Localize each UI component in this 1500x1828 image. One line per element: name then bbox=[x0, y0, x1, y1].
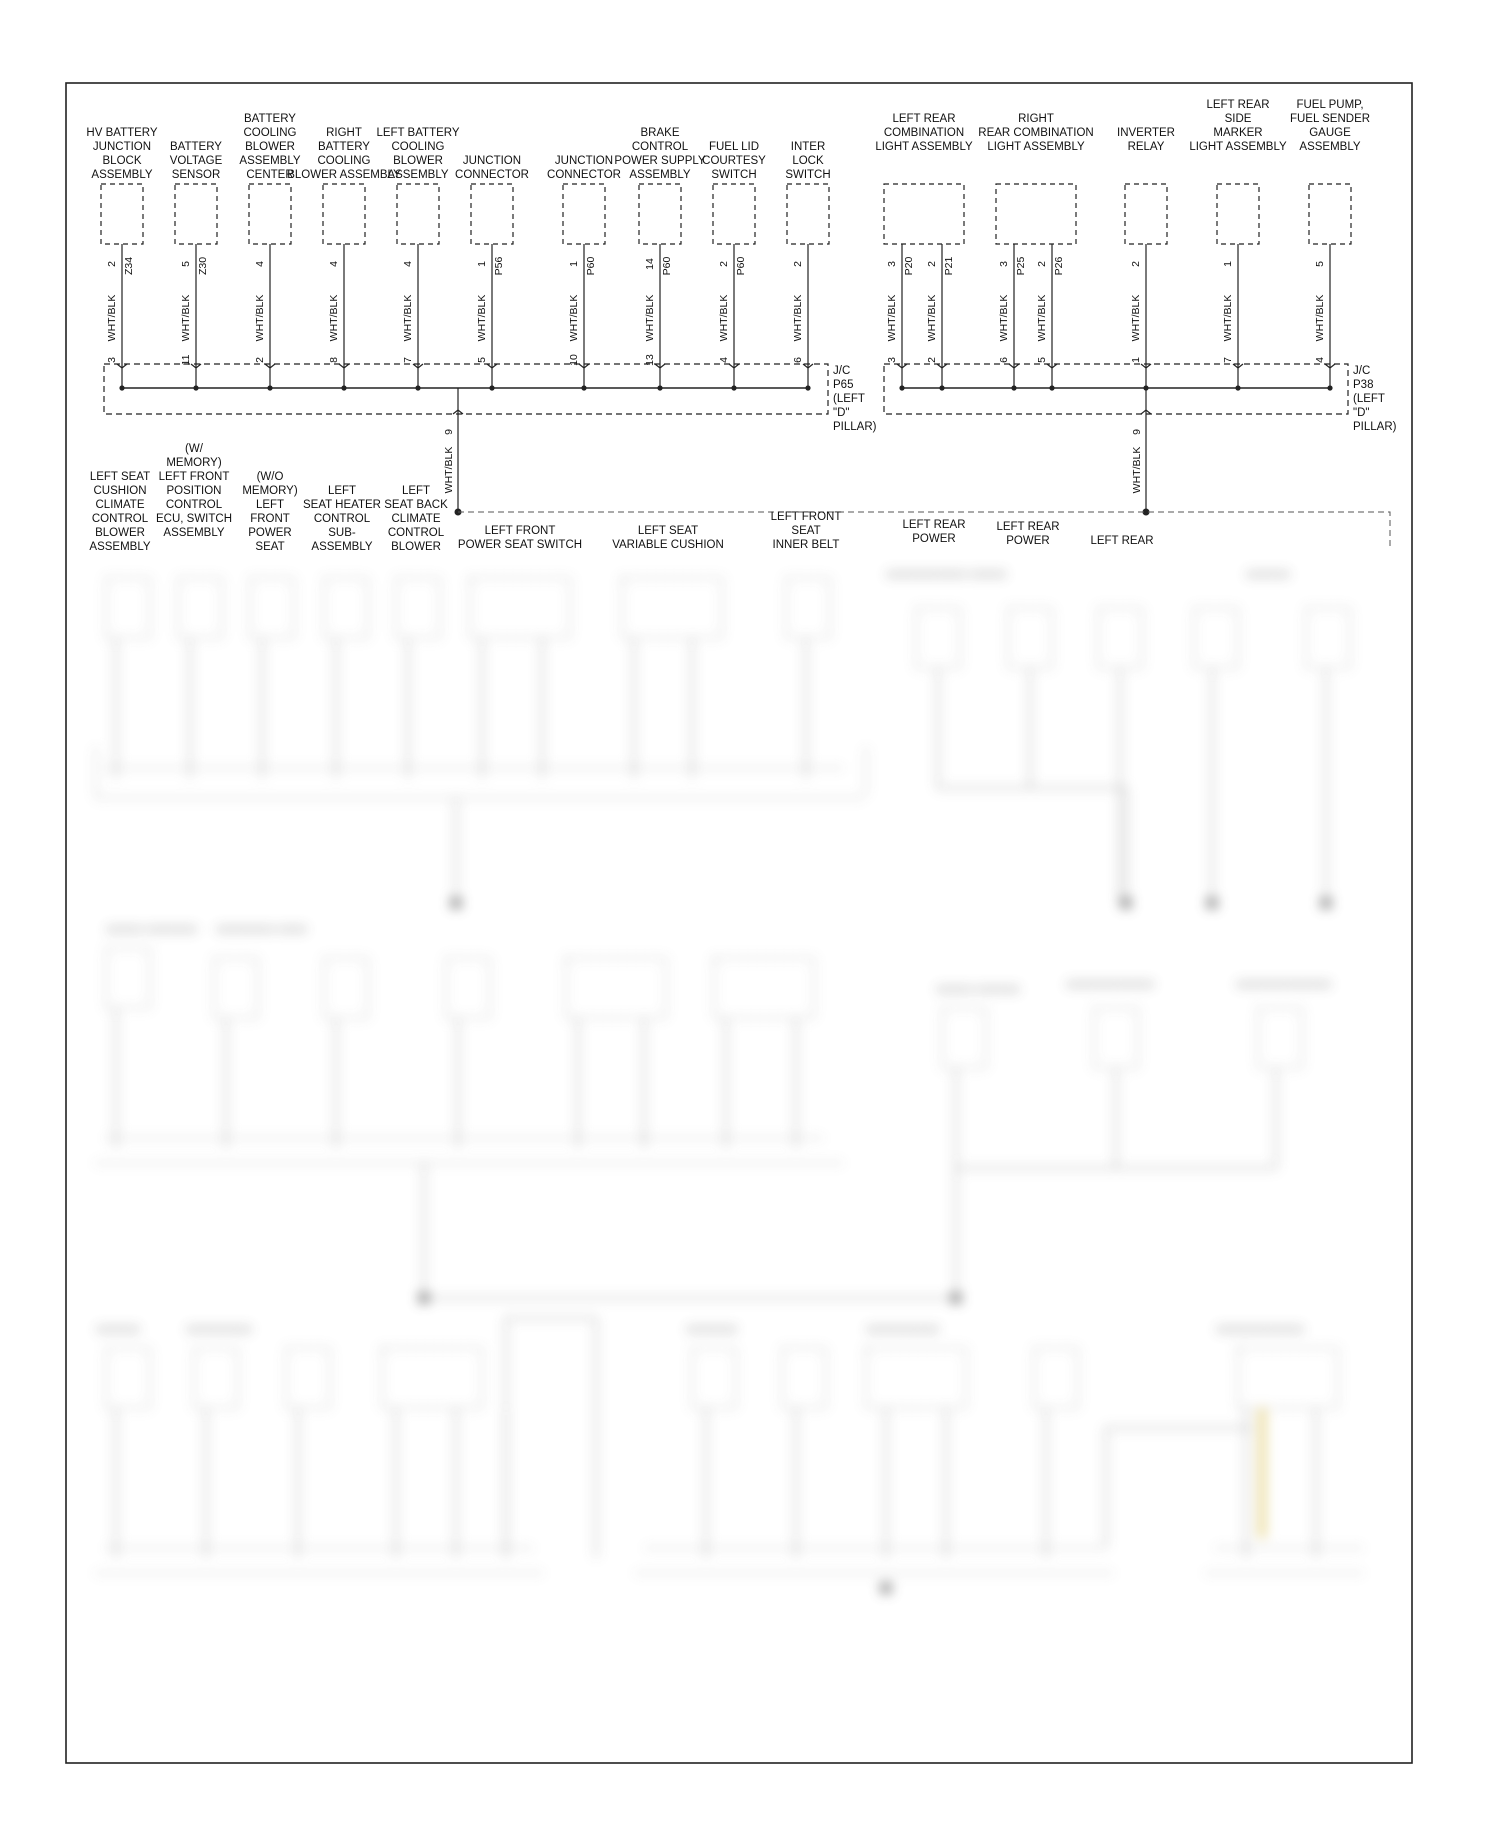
component-label: POWER SUPPLY bbox=[614, 155, 706, 167]
component-label: LIGHT ASSEMBLY bbox=[987, 141, 1085, 153]
component-label: FRONT bbox=[250, 513, 290, 525]
component-label: INTER bbox=[790, 141, 826, 153]
component-label: CONNECTOR bbox=[455, 169, 529, 181]
pin-number: 2 bbox=[926, 261, 938, 267]
jc-label: P38 bbox=[1353, 379, 1374, 391]
connector-code: Z30 bbox=[197, 256, 209, 276]
pin-number: 4 bbox=[402, 261, 414, 267]
pin-number: 2 bbox=[1130, 261, 1142, 267]
pin-number: 3 bbox=[886, 261, 898, 267]
component-label: JUNCTION bbox=[92, 141, 152, 153]
component-box bbox=[1217, 184, 1259, 244]
component-label: ASSEMBLY bbox=[163, 527, 225, 539]
component-label: LEFT FRONT bbox=[770, 511, 842, 523]
pin-number: 3 bbox=[998, 261, 1010, 267]
component-label: CENTER bbox=[246, 169, 294, 181]
jc-pin-number: 2 bbox=[926, 357, 938, 363]
component-label: SWITCH bbox=[785, 169, 831, 181]
svg-text:XXXXXXXXXX: XXXXXXXXXX bbox=[866, 1324, 940, 1336]
jc-pin-number: 4 bbox=[718, 357, 730, 363]
component-label: SUB- bbox=[328, 527, 356, 539]
component-label: SEAT BACK bbox=[384, 499, 448, 511]
component-label: LEFT REAR bbox=[1206, 99, 1270, 111]
jc-label: (LEFT bbox=[833, 393, 865, 405]
connector-code: P20 bbox=[903, 256, 915, 276]
connector-code: Z34 bbox=[123, 256, 135, 276]
svg-text:XXXXXX: XXXXXX bbox=[1246, 569, 1291, 581]
jc-pin-number: 10 bbox=[568, 354, 580, 366]
svg-text:XXXXXXXXXXX XXXXX: XXXXXXXXXXX XXXXX bbox=[886, 569, 1007, 581]
jc-label: "D" bbox=[1353, 407, 1370, 419]
blurred-lower-diagram bbox=[66, 548, 1412, 1764]
component-box bbox=[397, 184, 439, 244]
connector-code: P60 bbox=[735, 256, 747, 276]
component-box bbox=[996, 184, 1076, 244]
svg-text:XXXXXXXXXXXXX: XXXXXXXXXXXXX bbox=[1236, 979, 1332, 991]
wire-color: WHT/BLK bbox=[886, 294, 898, 342]
component-label: LEFT REAR bbox=[1090, 535, 1154, 547]
component-label: LEFT FRONT bbox=[158, 471, 230, 483]
component-label: LIGHT ASSEMBLY bbox=[875, 141, 973, 153]
pin-number: 2 bbox=[1036, 261, 1048, 267]
component-label: RIGHT bbox=[1018, 113, 1054, 125]
component-label: LEFT BATTERY bbox=[376, 127, 460, 139]
pin-number: 1 bbox=[1222, 261, 1234, 267]
wire-color: WHT/BLK bbox=[476, 294, 488, 342]
component-label: LEFT REAR bbox=[892, 113, 956, 125]
component-label: COURTESY bbox=[702, 155, 766, 167]
component-box bbox=[471, 184, 513, 244]
component-box bbox=[1309, 184, 1351, 244]
component-label: (W/ bbox=[185, 443, 203, 455]
wire-color: WHT/BLK bbox=[443, 446, 455, 494]
wire-color: WHT/BLK bbox=[106, 294, 118, 342]
component-box bbox=[323, 184, 365, 244]
wire-color: WHT/BLK bbox=[254, 294, 266, 342]
jc-pin-number: 5 bbox=[1036, 357, 1048, 363]
svg-text:XXXXXXXXXXXX: XXXXXXXXXXXX bbox=[1066, 979, 1155, 991]
wire-color: WHT/BLK bbox=[718, 294, 730, 342]
component-label: COMBINATION bbox=[883, 127, 965, 139]
component-label: LEFT bbox=[255, 499, 285, 511]
jc-pin-number: 2 bbox=[254, 357, 266, 363]
component-label: REAR COMBINATION bbox=[978, 127, 1094, 139]
component-label: ASSEMBLY bbox=[629, 169, 691, 181]
jc-label: "D" bbox=[833, 407, 850, 419]
component-label: RELAY bbox=[1127, 141, 1165, 153]
component-label: MARKER bbox=[1213, 127, 1263, 139]
jc-pin-number: 8 bbox=[328, 357, 340, 363]
component-box bbox=[787, 184, 829, 244]
jc-pin-number: 7 bbox=[1222, 357, 1234, 363]
component-box bbox=[563, 184, 605, 244]
connector-code: P60 bbox=[661, 256, 673, 276]
component-box bbox=[101, 184, 143, 244]
component-label: BLOWER bbox=[95, 527, 145, 539]
component-label: HV BATTERY bbox=[86, 127, 158, 139]
connector-code: P60 bbox=[585, 256, 597, 276]
wire-color: WHT/BLK bbox=[1131, 446, 1143, 494]
component-label: BATTERY bbox=[244, 113, 296, 125]
component-label: LEFT SEAT bbox=[637, 525, 699, 537]
component-label: FUEL SENDER bbox=[1289, 113, 1371, 125]
wire-color: WHT/BLK bbox=[1314, 294, 1326, 342]
component-label: LEFT bbox=[327, 485, 357, 497]
jc-pin-number: 7 bbox=[402, 357, 414, 363]
connector-code: P21 bbox=[943, 256, 955, 276]
component-label: CONTROL bbox=[387, 527, 445, 539]
connector-code: P26 bbox=[1053, 256, 1065, 276]
wire-color: WHT/BLK bbox=[644, 294, 656, 342]
wire-color: WHT/BLK bbox=[328, 294, 340, 342]
pin-number: 5 bbox=[1314, 261, 1326, 267]
component-label: INVERTER bbox=[1117, 127, 1175, 139]
component-label: GAUGE bbox=[1309, 127, 1351, 139]
svg-text:XXXXXX: XXXXXX bbox=[96, 1324, 141, 1336]
component-label: FUEL PUMP, bbox=[1296, 99, 1364, 111]
jc-output-pin: 9 bbox=[1131, 429, 1143, 435]
component-label: INNER BELT bbox=[772, 539, 840, 551]
wire-color: WHT/BLK bbox=[402, 294, 414, 342]
jc-label: P65 bbox=[833, 379, 854, 391]
component-label: CONTROL bbox=[313, 513, 371, 525]
svg-text:XXXXXXXX XXXX: XXXXXXXX XXXX bbox=[216, 924, 308, 936]
component-label: JUNCTION bbox=[554, 155, 614, 167]
component-box bbox=[1125, 184, 1167, 244]
jc-pin-number: 11 bbox=[180, 354, 192, 366]
jc-pin-number: 6 bbox=[998, 357, 1010, 363]
component-box bbox=[639, 184, 681, 244]
component-box bbox=[713, 184, 755, 244]
lower-visible-labels bbox=[89, 443, 1153, 553]
component-label: BLOWER bbox=[391, 541, 441, 553]
wire-color: WHT/BLK bbox=[1222, 294, 1234, 342]
component-label: LEFT bbox=[401, 485, 431, 497]
wire-color: WHT/BLK bbox=[1036, 294, 1048, 342]
wire-color: WHT/BLK bbox=[1130, 294, 1142, 342]
component-label: BLOWER bbox=[245, 141, 295, 153]
wire-color: WHT/BLK bbox=[998, 294, 1010, 342]
jc-pin-number: 3 bbox=[106, 357, 118, 363]
pin-number: 2 bbox=[106, 261, 118, 267]
svg-text:XXXXXXX: XXXXXXX bbox=[686, 1324, 738, 1336]
component-label: BLOWER ASSEMBLY bbox=[287, 169, 401, 181]
component-label: MEMORY) bbox=[166, 457, 222, 469]
component-label: LEFT REAR bbox=[996, 521, 1060, 533]
component-label: SEAT HEATER bbox=[303, 499, 381, 511]
component-label: POWER SEAT SWITCH bbox=[457, 539, 583, 551]
jc-label: PILLAR) bbox=[833, 421, 877, 433]
component-label: POWER bbox=[912, 533, 956, 545]
pin-number: 2 bbox=[792, 261, 804, 267]
component-label: BLOCK bbox=[102, 155, 142, 167]
component-label: LEFT SEAT bbox=[89, 471, 151, 483]
jc-output-pin: 9 bbox=[443, 429, 455, 435]
component-label: BLOWER bbox=[393, 155, 443, 167]
pin-number: 4 bbox=[328, 261, 340, 267]
component-label: POWER bbox=[1006, 535, 1050, 547]
component-label: ECU, SWITCH bbox=[155, 513, 233, 525]
junction-connector-box bbox=[104, 364, 828, 414]
component-label: COOLING bbox=[243, 127, 297, 139]
component-label: CONTROL bbox=[165, 499, 223, 511]
component-label: POSITION bbox=[166, 485, 222, 497]
component-label: CLIMATE bbox=[391, 513, 441, 525]
component-label: LEFT REAR bbox=[902, 519, 966, 531]
component-label: BRAKE bbox=[640, 127, 680, 139]
jc-label: J/C bbox=[1353, 365, 1371, 377]
component-label: CONNECTOR bbox=[547, 169, 621, 181]
component-label: BATTERY bbox=[318, 141, 370, 153]
component-box bbox=[175, 184, 217, 244]
wire-color: WHT/BLK bbox=[568, 294, 580, 342]
jc-label: PILLAR) bbox=[1353, 421, 1397, 433]
svg-text:XXXXX XXXXXXX: XXXXX XXXXXXX bbox=[106, 924, 198, 936]
connector-code: P56 bbox=[493, 256, 505, 276]
jc-label: (LEFT bbox=[1353, 393, 1385, 405]
jc-pin-number: 13 bbox=[644, 354, 656, 366]
component-label: POWER bbox=[248, 527, 292, 539]
component-box bbox=[249, 184, 291, 244]
component-label: FUEL LID bbox=[708, 141, 760, 153]
component-label: COOLING bbox=[317, 155, 371, 167]
component-label: JUNCTION bbox=[462, 155, 522, 167]
component-box bbox=[884, 184, 964, 244]
component-label: VOLTAGE bbox=[169, 155, 223, 167]
component-label: LEFT FRONT bbox=[484, 525, 556, 537]
component-label: SENSOR bbox=[171, 169, 221, 181]
component-label: SWITCH bbox=[711, 169, 757, 181]
wire-color: WHT/BLK bbox=[792, 294, 804, 342]
pin-number: 14 bbox=[644, 258, 656, 270]
pin-number: 1 bbox=[476, 261, 488, 267]
component-label: VARIABLE CUSHION bbox=[612, 539, 724, 551]
component-label: SEAT bbox=[255, 541, 285, 553]
component-label: ASSEMBLY bbox=[387, 169, 449, 181]
component-label: COOLING bbox=[391, 141, 445, 153]
jc-pin-number: 5 bbox=[476, 357, 488, 363]
component-label: CLIMATE bbox=[95, 499, 145, 511]
component-label: LOCK bbox=[792, 155, 824, 167]
component-label: CONTROL bbox=[631, 141, 689, 153]
junction-connector-box bbox=[884, 364, 1348, 414]
component-label: CONTROL bbox=[91, 513, 149, 525]
svg-text:XXXXX XXXXXX: XXXXX XXXXXX bbox=[936, 984, 1020, 996]
jc-pin-number: 1 bbox=[1130, 357, 1142, 363]
component-label: ASSEMBLY bbox=[91, 169, 153, 181]
pin-number: 4 bbox=[254, 261, 266, 267]
component-label: SEAT bbox=[791, 525, 821, 537]
jc-pin-number: 3 bbox=[886, 357, 898, 363]
pin-number: 1 bbox=[568, 261, 580, 267]
component-label: ASSEMBLY bbox=[311, 541, 373, 553]
component-label: ASSEMBLY bbox=[239, 155, 301, 167]
connector-code: P25 bbox=[1015, 256, 1027, 276]
svg-text:XXXXXXXXXXXX: XXXXXXXXXXXX bbox=[1216, 1324, 1305, 1336]
component-label: LIGHT ASSEMBLY bbox=[1189, 141, 1287, 153]
component-label: (W/O bbox=[256, 471, 284, 483]
wire-color: WHT/BLK bbox=[926, 294, 938, 342]
component-label: SIDE bbox=[1224, 113, 1252, 125]
pin-number: 5 bbox=[180, 261, 192, 267]
jc-label: J/C bbox=[833, 365, 851, 377]
jc-pin-number: 4 bbox=[1314, 357, 1326, 363]
pin-number: 2 bbox=[718, 261, 730, 267]
component-label: ASSEMBLY bbox=[89, 541, 151, 553]
component-label: BATTERY bbox=[170, 141, 222, 153]
svg-text:XXXXXXXXX: XXXXXXXXX bbox=[186, 1324, 253, 1336]
component-label: MEMORY) bbox=[242, 485, 298, 497]
component-label: RIGHT bbox=[326, 127, 362, 139]
wire-color: WHT/BLK bbox=[180, 294, 192, 342]
component-label: ASSEMBLY bbox=[1299, 141, 1361, 153]
component-label: CUSHION bbox=[93, 485, 147, 497]
jc-pin-number: 6 bbox=[792, 357, 804, 363]
